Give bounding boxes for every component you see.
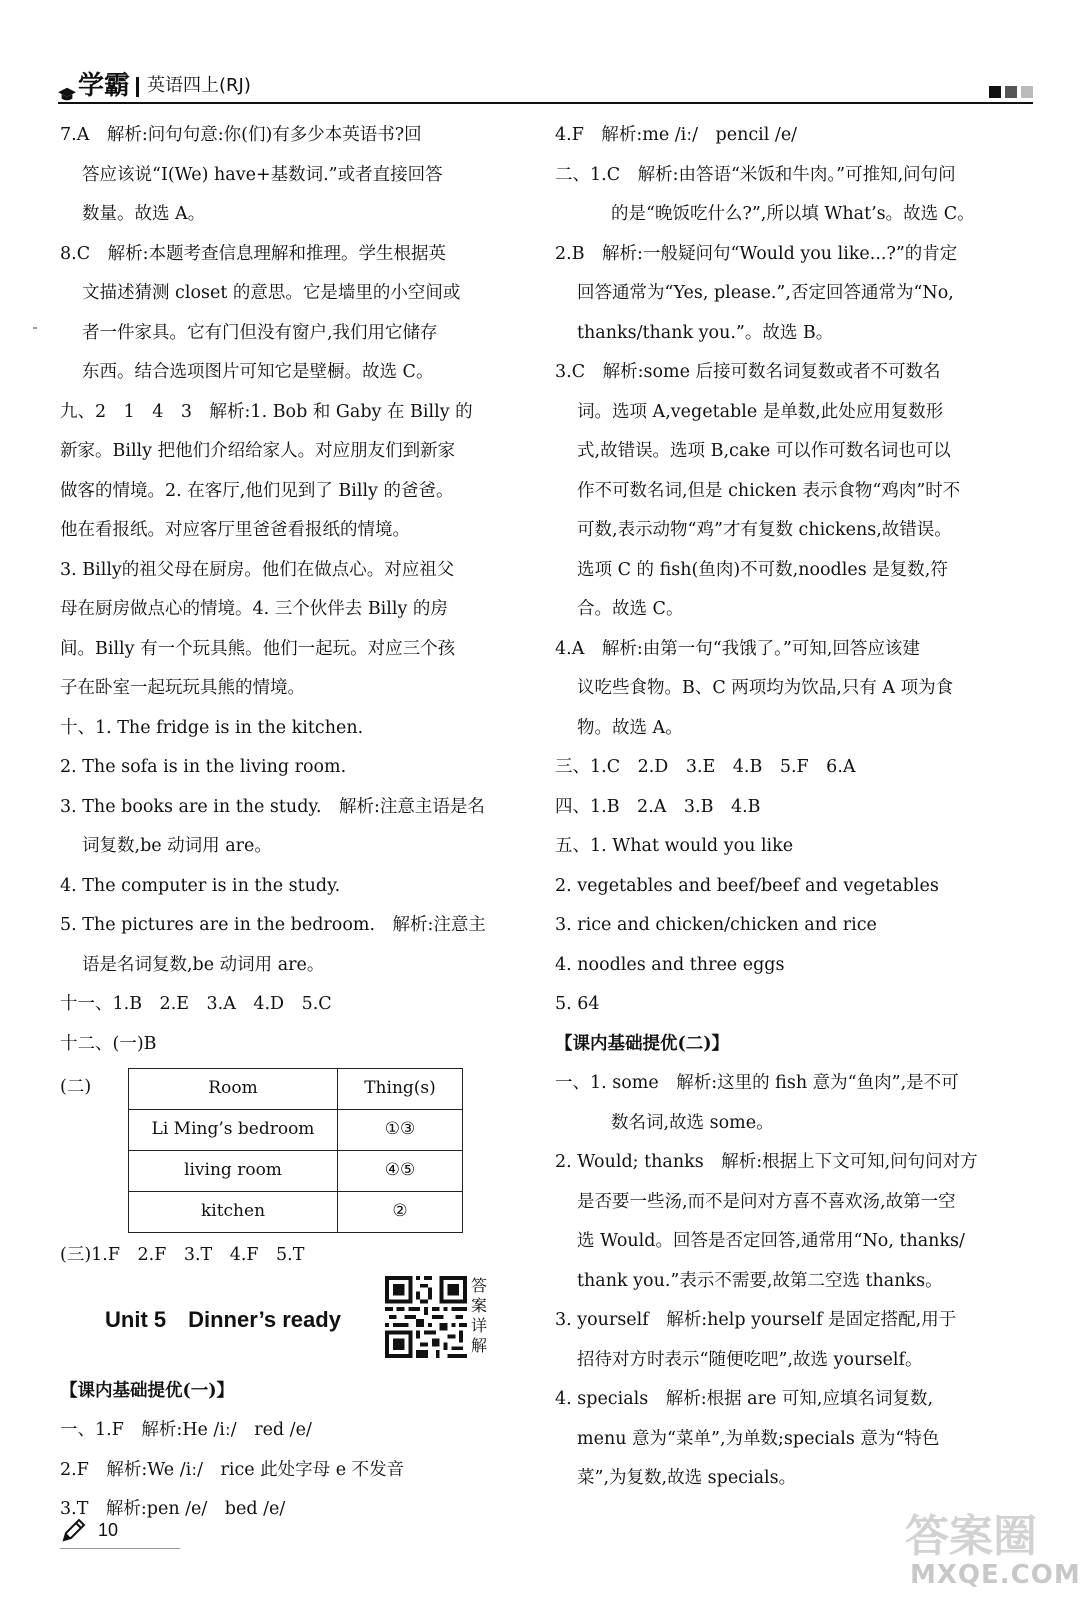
answer-line: 他在看报纸。对应客厅里爸爸看报纸的情境。 [60, 520, 410, 540]
section-heading: 【课内基础提优(二)】 [555, 1033, 730, 1054]
answer-line: 2. vegetables and beef/beef and vegetables [555, 875, 939, 896]
answer-line: 词复数,be 动词用 are。 [82, 836, 272, 856]
answer-line: 5. The pictures are in the bedroom. 解析:注意主 [60, 915, 486, 935]
answer-line: 2.B 解析:一般疑问句“Would you like...?”的肯定 [555, 243, 958, 264]
table-row [129, 1110, 463, 1151]
answer-line: 十一、1.B 2.E 3.A 4.D 5.C [60, 994, 332, 1014]
answer-line: 选项 C 的 fish(鱼肉)不可数,noodles 是复数,符 [577, 559, 948, 580]
answer-line: 一、1.F 解析:He /iː/ red /e/ [60, 1420, 312, 1440]
book-title: 英语四上(RJ) [147, 75, 251, 96]
answer-line: 四、1.B 2.A 3.B 4.B [555, 796, 761, 817]
answer-line: 2.F 解析:We /iː/ rice 此处字母 e 不发音 [60, 1459, 405, 1480]
answer-line: 做客的情境。2. 在客厅,他们见到了 Billy 的爸爸。 [60, 480, 454, 501]
answer-line: 物。故选 A。 [577, 717, 683, 738]
answer-line: 4.F 解析:me /iː/ pencil /e/ [555, 125, 798, 145]
brand-name: 学霸 [78, 71, 131, 101]
answer-line: 数量。故选 A。 [82, 204, 206, 224]
page-header [58, 64, 1033, 108]
table-cell: Li Ming’s bedroom [129, 1110, 338, 1151]
answer-line: 3. rice and chicken/chicken and rice [555, 915, 877, 935]
page-footer [60, 1516, 118, 1544]
table-row [129, 1192, 463, 1233]
header-squares [989, 86, 1033, 98]
unit-title: Unit 5 Dinner’s ready [105, 1306, 341, 1332]
answer-line: 一、1. some 解析:这里的 fish 意为“鱼肉”,是不可 [555, 1073, 959, 1093]
answer-line: 合。故选 C。 [577, 599, 684, 619]
answer-line: 数名词,故选 some。 [611, 1112, 774, 1133]
unit-heading-row [60, 1276, 530, 1372]
answer-line: 三、1.C 2.D 3.E 4.B 5.F 6.A [555, 757, 856, 777]
answer-line: 间。Billy 有一个玩具熊。他们一起玩。对应三个孩 [60, 638, 456, 659]
answer-line: 式,故错误。选项 B,cake 可以作可数名词也可以 [577, 441, 951, 461]
table-cell: kitchen [129, 1192, 338, 1233]
room-things-table [128, 1068, 463, 1233]
answer-line: 新家。Billy 把他们介绍给家人。对应朋友们到新家 [60, 441, 456, 461]
answer-line: thanks/thank you.”。故选 B。 [577, 322, 834, 343]
answer-line: 子在卧室一起玩玩具熊的情境。 [60, 678, 305, 698]
answer-line: 3. yourself 解析:help yourself 是固定搭配,用于 [555, 1310, 957, 1330]
table-label: (二) [60, 1077, 92, 1097]
header-rule [58, 102, 1033, 104]
brand-logo [58, 64, 251, 104]
table-header: Room [129, 1069, 338, 1110]
answer-line: 3.T 解析:pen /e/ bed /e/ [60, 1499, 286, 1519]
footer-rule [60, 1548, 180, 1549]
pencil-icon [60, 1516, 88, 1544]
qr-label: 答案详解 [471, 1275, 488, 1355]
answer-line: 五、1. What would you like [555, 836, 794, 856]
answer-line: 选 Would。回答是否定回答,通常用“No, thanks/ [577, 1231, 965, 1251]
answer-line: 文描述猜测 closet 的意思。它是墙里的小空间或 [82, 283, 461, 303]
qr-code-icon[interactable] [385, 1276, 467, 1358]
answer-line: 答应该说“I(We) have+基数词.”或者直接回答 [82, 164, 443, 185]
answer-line: 3. The books are in the study. 解析:注意主语是名 [60, 796, 485, 817]
answer-line: 2. Would; thanks 解析:根据上下文可知,问句问对方 [555, 1152, 978, 1172]
answer-line: 母在厨房做点心的情境。4. 三个伙伴去 Billy 的房 [60, 599, 448, 619]
answer-line: 4. The computer is in the study. [60, 875, 341, 896]
table-cell: ② [338, 1192, 463, 1233]
answer-line: 3.C 解析:some 后接可数名词复数或者不可数名 [555, 362, 941, 382]
answer-line: menu 意为“菜单”,为单数;specials 意为“特色 [577, 1428, 940, 1449]
answer-line: 是否要一些汤,而不是问对方喜不喜欢汤,故第一空 [577, 1191, 956, 1212]
answer-line: 词。选项 A,vegetable 是单数,此处应用复数形 [577, 401, 944, 422]
table-cell: living room [129, 1151, 338, 1192]
answer-line: (三)1.F 2.F 3.T 4.F 5.T [60, 1245, 305, 1265]
answer-line: 九、2 1 4 3 解析:1. Bob 和 Gaby 在 Billy 的 [60, 401, 473, 422]
answer-line: 招待对方时表示“随便吃吧”,故选 yourself。 [577, 1349, 923, 1370]
watermark-text: MXQE.COM [910, 1560, 1081, 1590]
answer-line: 4. specials 解析:根据 are 可知,应填名词复数, [555, 1389, 934, 1409]
answer-line: 的是“晚饭吃什么?”,所以填 What’s。故选 C。 [611, 204, 975, 224]
answer-line: 菜”,为复数,故选 specials。 [577, 1468, 797, 1488]
answer-line: 8.C 解析:本题考查信息理解和推理。学生根据英 [60, 243, 446, 264]
answer-line: 5. 64 [555, 994, 600, 1014]
watermark-logo: 答案圈 [905, 1511, 1037, 1562]
answer-line: 语是名词复数,be 动词用 are。 [82, 954, 325, 975]
table-header-row [129, 1069, 463, 1110]
answer-line: 十二、(一)B [60, 1033, 157, 1054]
page-number: 10 [98, 1519, 119, 1540]
answer-line: 回答通常为“Yes, please.”,否定回答通常为“No, [577, 283, 954, 303]
table-cell: ④⑤ [338, 1151, 463, 1192]
room-things-table-block [60, 1068, 530, 1236]
answer-line: 东西。结合选项图片可知它是壁橱。故选 C。 [82, 362, 434, 382]
left-column [60, 116, 530, 1530]
section-heading: 【课内基础提优(一)】 [60, 1380, 235, 1401]
header-divider [136, 77, 139, 97]
answer-line: 4. noodles and three eggs [555, 954, 785, 975]
answer-line: 作不可数名词,但是 chicken 表示食物“鸡肉”时不 [577, 480, 961, 501]
answer-line: 7.A 解析:问句句意:你(们)有多少本英语书?回 [60, 125, 422, 145]
answer-line: 可数,表示动物“鸡”才有复数 chickens,故错误。 [577, 520, 952, 540]
table-row [129, 1151, 463, 1192]
table-header: Thing(s) [338, 1069, 463, 1110]
answer-line: 二、1.C 解析:由答语“米饭和牛肉。”可推知,问句问 [555, 164, 956, 185]
right-column [555, 116, 1033, 1499]
table-cell: ①③ [338, 1110, 463, 1151]
answer-line: 3. Billy的祖父母在厨房。他们在做点心。对应祖父 [60, 559, 455, 580]
answer-line: 者一件家具。它有门但没有窗户,我们用它储存 [82, 322, 438, 343]
answer-line: 十、1. The fridge is in the kitchen. [60, 717, 364, 738]
answer-line: 2. The sofa is in the living room. [60, 757, 347, 777]
answer-line: 议吃些食物。B、C 两项均为饮品,只有 A 项为食 [577, 678, 954, 698]
answer-line: 4.A 解析:由第一句“我饿了。”可知,回答应该建 [555, 638, 920, 659]
answer-line: thank you.”表示不需要,故第二空选 thanks。 [577, 1270, 943, 1291]
